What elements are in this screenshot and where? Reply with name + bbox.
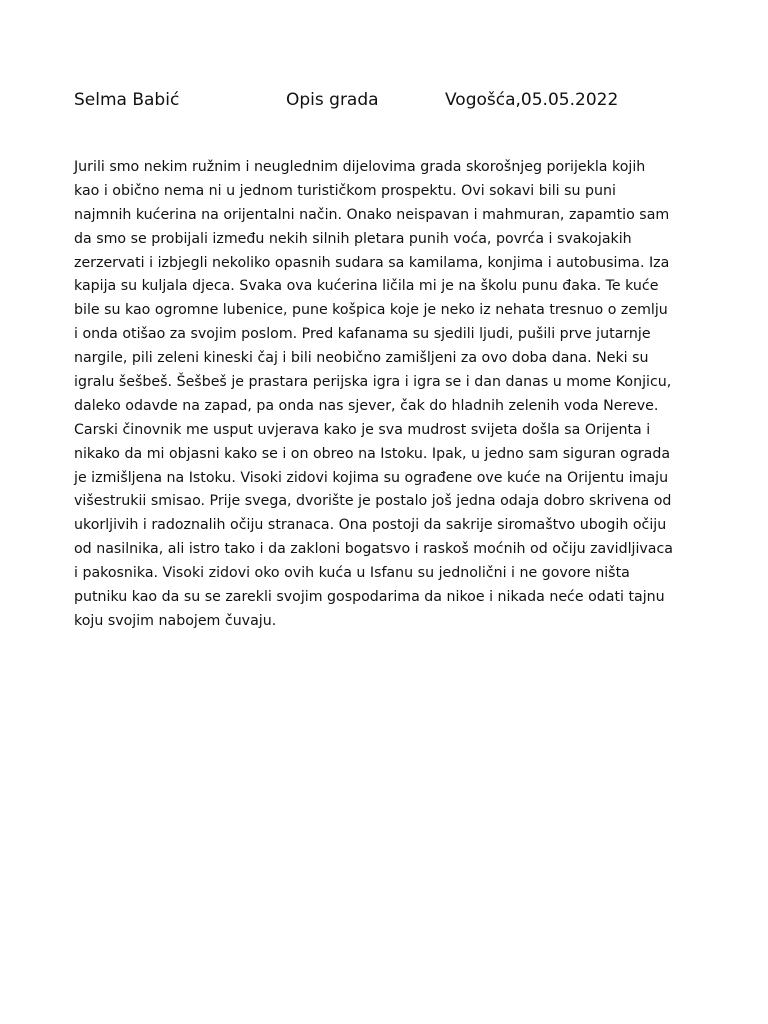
text-line: ukorljivih i radoznalih očiju stranaca. Ona postoji da sakrije siromaštvo ubogih očiju	[74, 517, 667, 534]
text-line: daleko odavde na zapad, pa onda nas sjever, čak do hladnih zelenih voda Nereve.	[74, 397, 659, 414]
text-line: putniku kao da su se zarekli svojim gospodarima da nikoe i nikada neće odati tajnu	[74, 589, 665, 606]
text-line: da smo se probijali između nekih silnih pletara punih voća, povrća i svakojakih	[74, 230, 632, 247]
text-line: igralu šešbeš. Šešbeš je prastara perijska igra i igra se i dan danas u mome Konjicu,	[74, 374, 672, 391]
text-line: i onda otišao za svojim poslom. Pred kafanama su sjedili ljudi, pušili prve jutarnje	[74, 326, 651, 343]
text-line: od nasilnika, ali istro tako i da zakloni bogatsvo i raskoš moćnih od očiju zavidljivaca	[74, 541, 673, 558]
text-line: najmnih kućerina na orijentalni način. Onako neispavan i mahmuran, zapamtio sam	[74, 206, 670, 223]
text-line: nikako da mi objasni kako se i on obreo na Istoku. Ipak, u jedno sam siguran ograda	[74, 445, 671, 462]
document-title: Opis grada	[286, 90, 379, 110]
text-line: kao i obično nema ni u jednom turističkom prospektu. Ovi sokavi bili su puni	[74, 182, 616, 199]
text-line: kapija su kuljala djeca. Svaka ova kućerina ličila mi je na školu punu đaka. Te kuće	[74, 278, 659, 295]
author-name: Selma Babić	[74, 90, 180, 110]
text-line: Carski činovnik me usput uvjerava kako je sva mudrost svijeta došla sa Orijenta i	[74, 421, 651, 438]
text-line: je izmišljena na Istoku. Visoki zidovi kojima su ograđene ove kuće na Orijentu imaju	[74, 469, 669, 486]
essay-body	[74, 156, 714, 634]
place-and-date: Vogošća,05.05.2022	[445, 90, 619, 110]
text-line: zerzervati i izbjegli nekoliko opasnih sudara sa kamilama, konjima i autobusima. Iza	[74, 254, 670, 271]
text-line: višestrukii smisao. Prije svega, dvorište je postalo još jedna odaja dobro skrivena od	[74, 493, 672, 510]
text-line: nargile, pili zeleni kineski čaj i bili neobično zamišljeni za ovo doba dana. Neki su	[74, 350, 649, 367]
text-line: Jurili smo nekim ružnim i neuglednim dijelovima grada skorošnjeg porijekla kojih	[74, 159, 646, 175]
document-header	[74, 88, 694, 112]
text-line: koju svojim nabojem čuvaju.	[74, 612, 277, 629]
text-line: bile su kao ogromne lubenice, pune košpica koje je neko iz nehata tresnuo o zemlju	[74, 302, 668, 319]
text-line: i pakosnika. Visoki zidovi oko ovih kuća u Isfanu su jednolični i ne govore ništa	[74, 565, 630, 582]
